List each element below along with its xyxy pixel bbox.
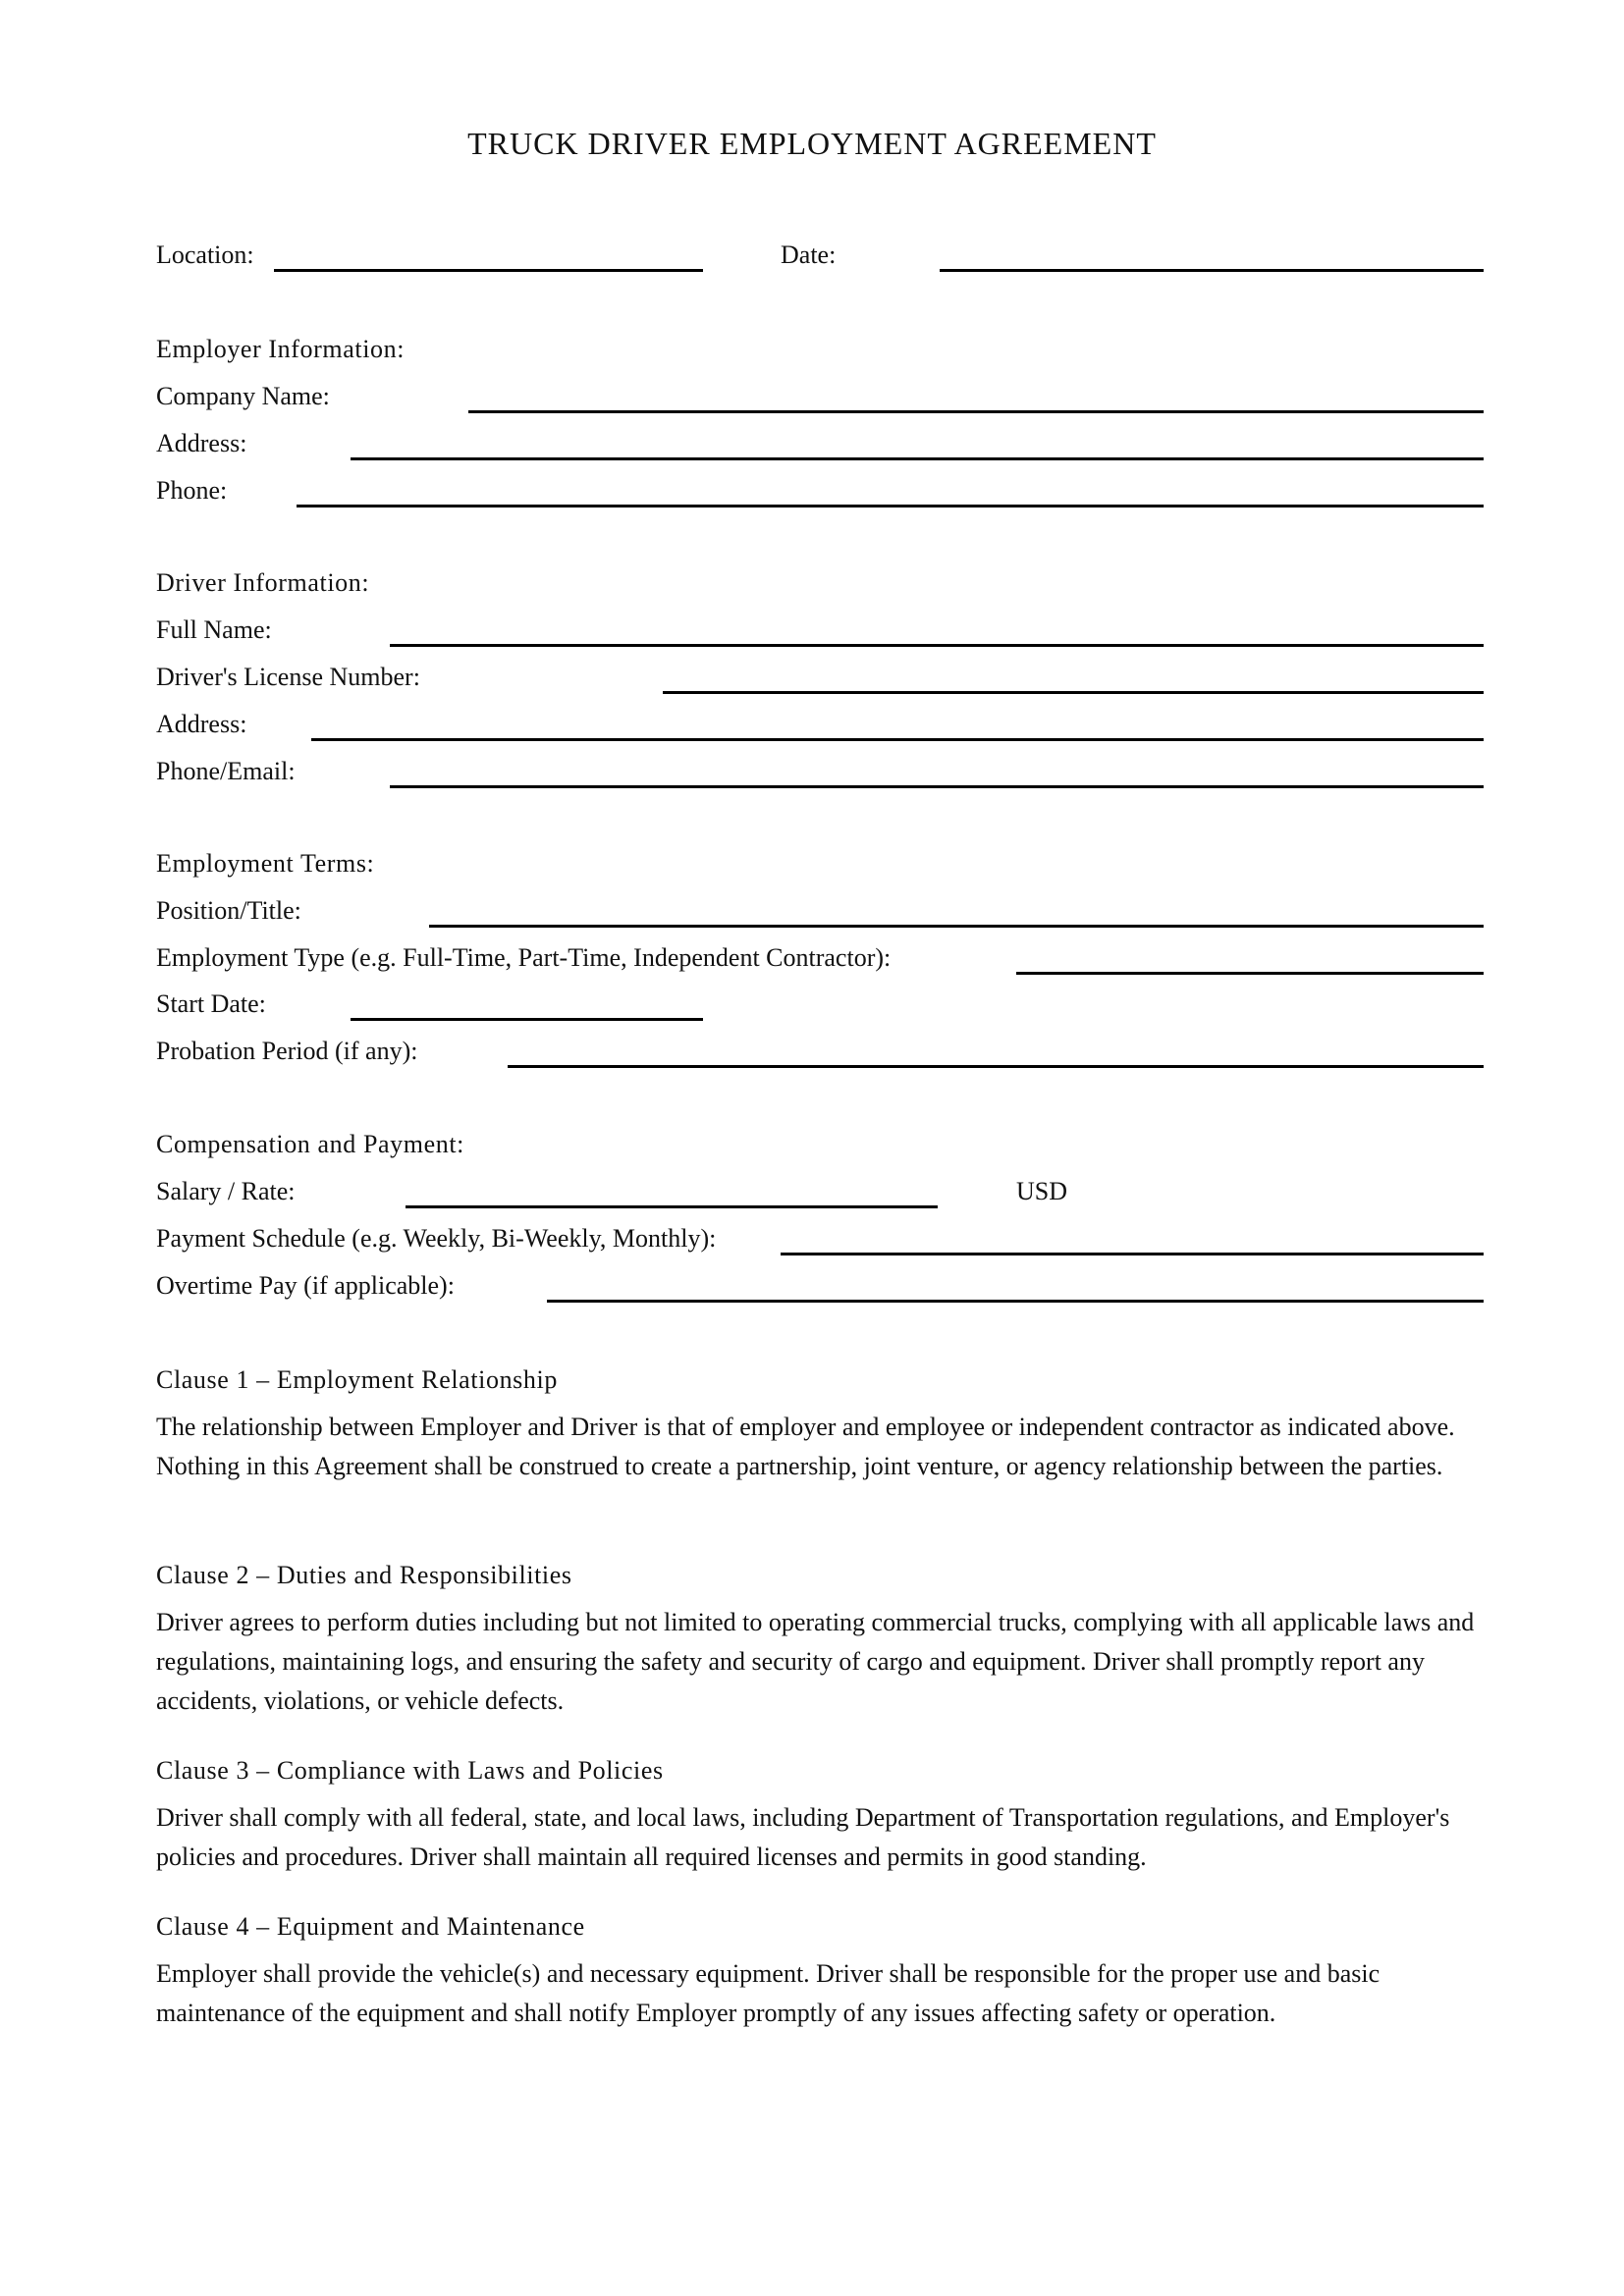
probation-field[interactable] [508, 1065, 1484, 1068]
clause-1-body: The relationship between Employer and Driver is that of employer and employee or independent contractor as indicated above. Nothing in this Agreement shall be construed to create a partnership, joint venture, or agency relationship between the parties. [156, 1413, 1455, 1480]
salary-row [156, 1172, 1484, 1211]
location-date-row [156, 236, 1484, 275]
driver-license-row [156, 658, 1484, 697]
clause-1-heading: Clause 1 – Employment Relationship [156, 1365, 558, 1394]
driver-full-name-field[interactable] [390, 644, 1484, 647]
start-date-field[interactable] [351, 1018, 703, 1021]
clause-3-heading: Clause 3 – Compliance with Laws and Policies [156, 1756, 664, 1785]
location-field[interactable] [274, 269, 703, 272]
employment-type-row [156, 938, 1484, 978]
document-title: TRUCK DRIVER EMPLOYMENT AGREEMENT [467, 126, 1157, 161]
payment-schedule-label: Payment Schedule (e.g. Weekly, Bi-Weekly, Monthly): [156, 1224, 717, 1253]
compensation-section-heading: Compensation and Payment: [156, 1130, 464, 1158]
position-field[interactable] [429, 925, 1484, 928]
driver-phone-email-label: Phone/Email: [156, 757, 296, 785]
driver-section-heading: Driver Information: [156, 568, 370, 597]
overtime-field[interactable] [547, 1300, 1484, 1303]
clause-3-body: Driver shall comply with all federal, state, and local laws, including Department of Transportation regulations, and Employer's policies and procedures. Driver shall maintain all required licenses and permits in good standing. [156, 1803, 1450, 1871]
clause-2-heading: Clause 2 – Duties and Responsibilities [156, 1561, 572, 1589]
driver-address-field[interactable] [311, 738, 1484, 741]
driver-phone-email-field[interactable] [390, 785, 1484, 788]
overtime-row [156, 1266, 1484, 1306]
employment-type-label: Employment Type (e.g. Full-Time, Part-Time, Independent Contractor): [156, 943, 892, 972]
employer-address-label: Address: [156, 429, 247, 457]
company-name-label: Company Name: [156, 382, 330, 410]
company-name-field[interactable] [468, 410, 1484, 413]
date-label: Date: [781, 240, 837, 269]
clause-4-heading: Clause 4 – Equipment and Maintenance [156, 1912, 585, 1941]
overtime-label: Overtime Pay (if applicable): [156, 1271, 455, 1300]
company-name-row [156, 377, 1484, 416]
salary-field[interactable] [406, 1205, 938, 1208]
position-label: Position/Title: [156, 896, 301, 925]
driver-full-name-label: Full Name: [156, 615, 272, 644]
payment-schedule-field[interactable] [781, 1253, 1484, 1255]
payment-schedule-row [156, 1219, 1484, 1258]
employer-phone-field[interactable] [297, 505, 1484, 507]
clause-2-body: Driver agrees to perform duties including but not limited to operating commercial trucks, complying with all applicable laws and regulations, maintaining logs, and ensuring the safety and security of cargo and equipment. Driver shall promptly report any accidents, violations, or vehicle defects. [156, 1608, 1475, 1715]
start-date-row [156, 985, 1484, 1024]
employer-address-row [156, 424, 1484, 463]
driver-license-label: Driver's License Number: [156, 663, 420, 691]
employer-phone-row [156, 471, 1484, 510]
employment-type-field[interactable] [1016, 972, 1484, 975]
terms-section-heading: Employment Terms: [156, 849, 375, 878]
position-row [156, 891, 1484, 931]
driver-full-name-row [156, 611, 1484, 650]
driver-phone-email-row [156, 752, 1484, 791]
location-label: Location: [156, 240, 254, 269]
salary-label: Salary / Rate: [156, 1177, 296, 1205]
driver-license-field[interactable] [663, 691, 1484, 694]
employer-section-heading: Employer Information: [156, 335, 406, 363]
employer-address-field[interactable] [351, 457, 1484, 460]
start-date-label: Start Date: [156, 989, 266, 1018]
employer-phone-label: Phone: [156, 476, 228, 505]
date-field[interactable] [940, 269, 1484, 272]
driver-address-row [156, 705, 1484, 744]
probation-label: Probation Period (if any): [156, 1037, 418, 1065]
driver-address-label: Address: [156, 710, 247, 738]
clause-4-body: Employer shall provide the vehicle(s) and necessary equipment. Driver shall be responsible for the proper use and basic maintenance of the equipment and shall notify Employer promptly of any issues affecting safety or operation. [156, 1959, 1380, 2027]
probation-row [156, 1032, 1484, 1071]
currency-label: USD [1016, 1177, 1068, 1205]
